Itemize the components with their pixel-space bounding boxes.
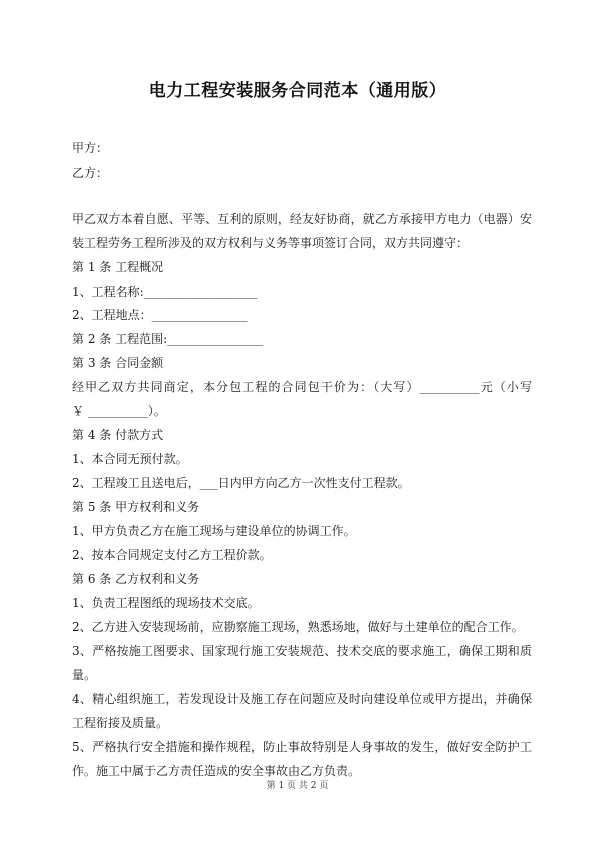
article-1-item-1: 1、工程名称:___________________ bbox=[72, 285, 258, 299]
intro-paragraph-line-1: 甲乙双方本着自愿、平等、互利的原则，经友好协商，就乙方承接甲方电力（电器）安 bbox=[72, 212, 532, 226]
article-6-item-3-line-1: 3、严格按施工图要求、国家现行施工安装规范、技术交底的要求施工，确保工期和质 bbox=[72, 644, 532, 658]
article-5-heading: 第 5 条 甲方权利和义务 bbox=[72, 500, 200, 514]
article-6-item-4-line-1: 4、精心组织施工，若发现设计及施工存在问题应及时向建设单位或甲方提出，并确保 bbox=[72, 692, 532, 706]
article-6-item-2: 2、乙方进入安装现场前，应勘察施工现场，熟悉场地，做好与土建单位的配合工作。 bbox=[72, 620, 524, 634]
article-1-heading: 第 1 条 工程概况 bbox=[72, 260, 164, 274]
party-a-label: 甲方： bbox=[72, 141, 109, 155]
article-6-item-3-line-2: 量。 bbox=[72, 668, 97, 682]
intro-paragraph-line-2: 装工程劳务工程所涉及的双方权利与义务等事项签订合同，双方共同遵守： bbox=[72, 236, 469, 250]
article-6-item-5-line-1: 5、严格执行安全措施和操作规程，防止事故特别是人身事故的发生，做好安全防护工 bbox=[72, 740, 532, 754]
document-title: 电力工程安装服务合同范本（通用版） bbox=[148, 81, 447, 101]
article-6-heading: 第 6 条 乙方权利和义务 bbox=[72, 572, 200, 586]
article-5-item-2: 2、按本合同规定支付乙方工程价款。 bbox=[72, 548, 272, 562]
page-footer: 第 1 页 共 2 页 bbox=[266, 781, 329, 791]
article-1-item-2: 2、工程地点：________________ bbox=[72, 308, 248, 322]
article-4-heading: 第 4 条 付款方式 bbox=[72, 428, 164, 442]
article-4-item-1: 1、本合同无预付款。 bbox=[72, 452, 188, 466]
article-6-item-4-line-2: 工程衔接及质量。 bbox=[72, 716, 169, 730]
article-3-line-2: ￥ __________）。 bbox=[72, 404, 166, 418]
article-5-item-1: 1、甲方负责乙方在施工现场与建设单位的协调工作。 bbox=[72, 524, 356, 538]
article-3-line-1: 经甲乙双方共同商定，本分包工程的合同包干价为：（大写）__________元（小写 bbox=[72, 380, 532, 394]
article-3-heading: 第 3 条 合同金额 bbox=[72, 356, 164, 370]
article-4-item-2: 2、工程竣工且送电后，___日内甲方向乙方一次性支付工程款。 bbox=[72, 476, 410, 490]
article-6-item-5-line-2: 作。施工中属于乙方责任造成的安全事故由乙方负责。 bbox=[72, 764, 361, 778]
party-b-label: 乙方： bbox=[72, 166, 109, 180]
article-2-heading: 第 2 条 工程范围:________________ bbox=[72, 332, 264, 346]
article-6-item-1: 1、负责工程图纸的现场技术交底。 bbox=[72, 596, 260, 610]
